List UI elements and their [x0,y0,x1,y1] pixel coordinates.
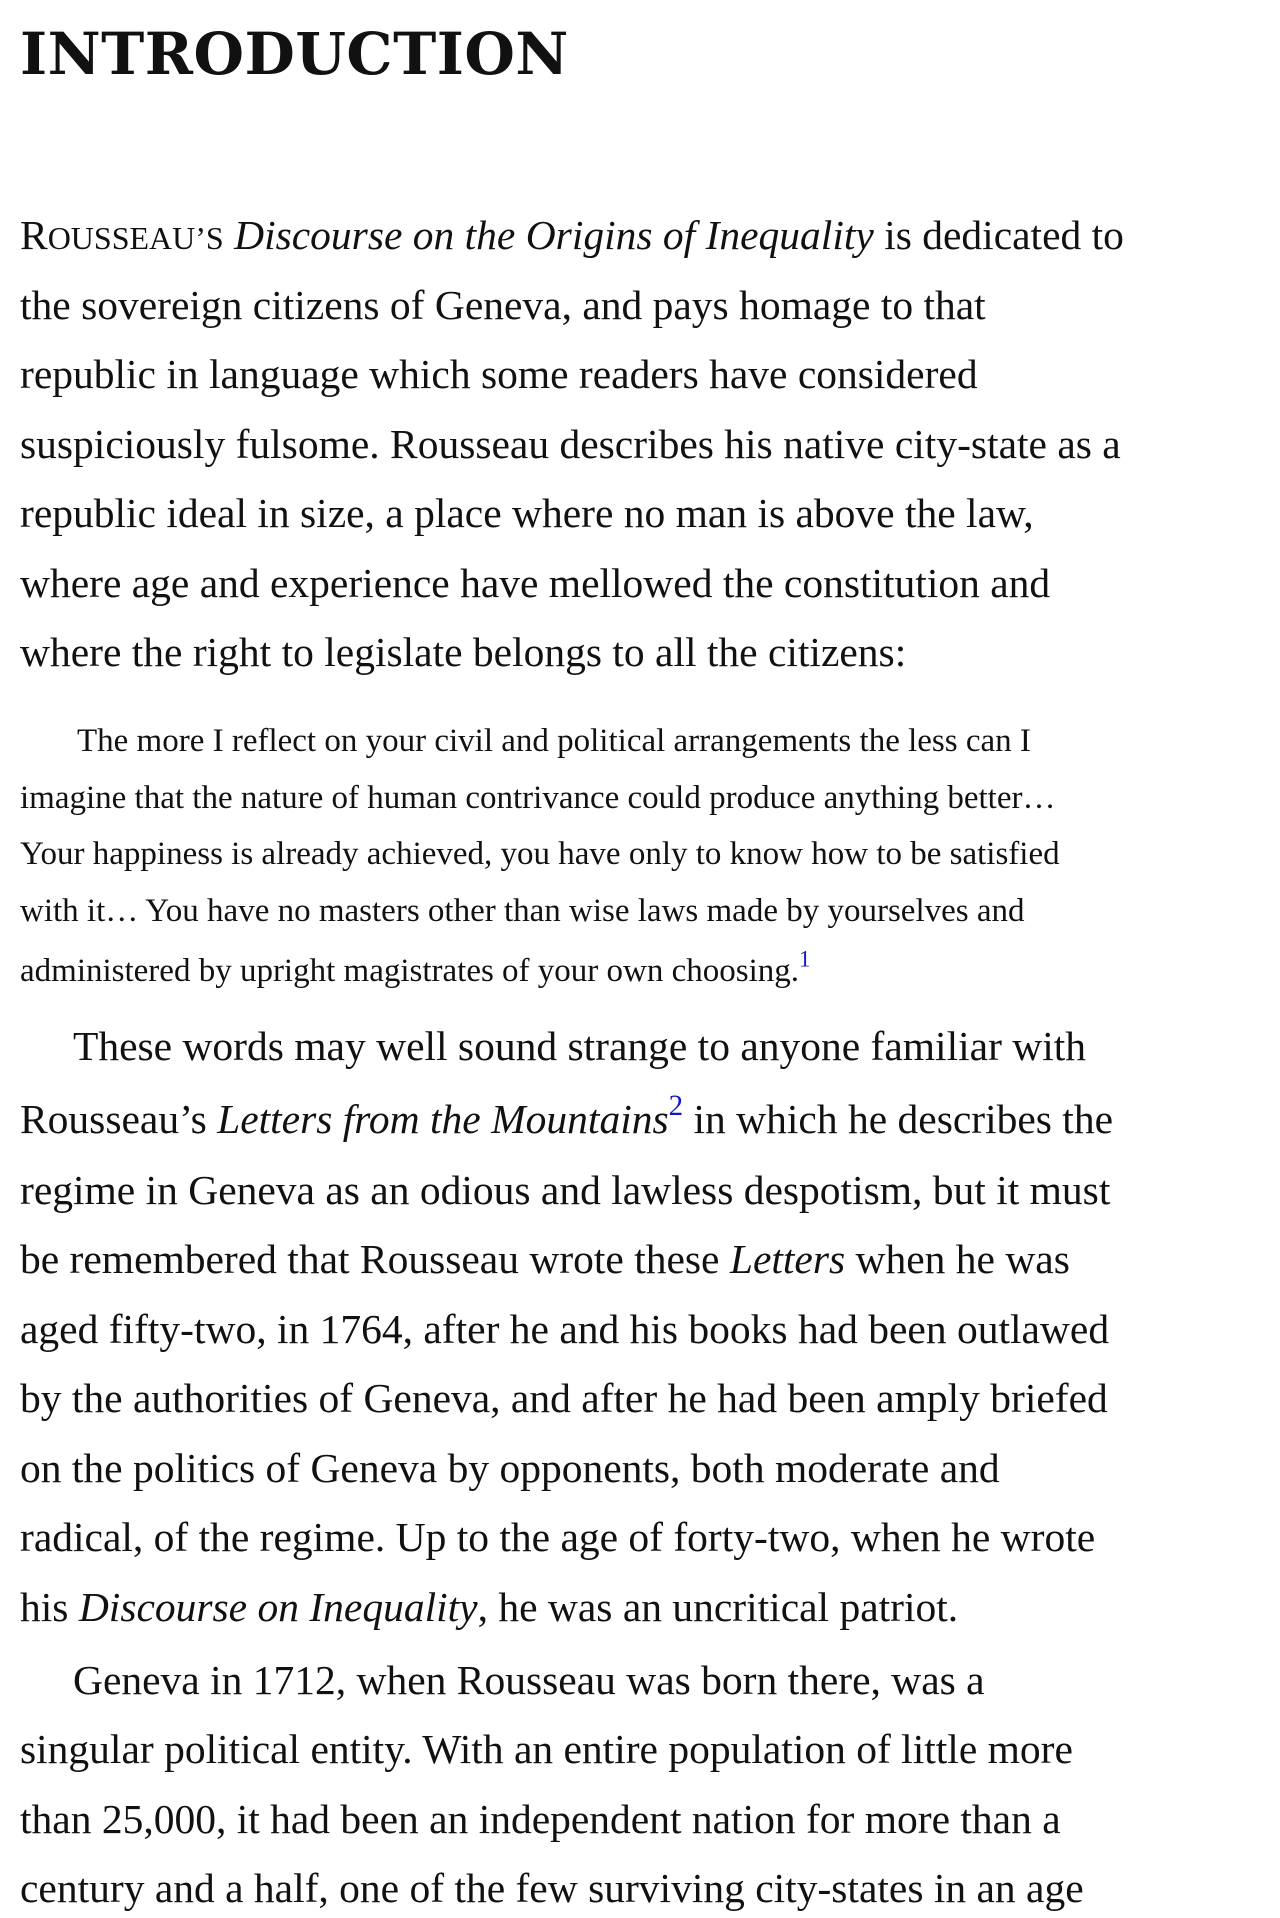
para1-line-3: republic in language which some readers have considered [20,351,978,397]
para3-line-3: than 25,000, it had been an independent nation for more than a [20,1796,1061,1842]
quote-line-3: Your happiness is already achieved, you have only to know how to be satisfied [20,836,1060,872]
small-caps-rest: OUSSEAU’S [47,220,224,256]
work-title: Discourse on Inequality [78,1584,478,1630]
para1-line-4: suspiciously fulsome. Rousseau describes his native city-state as a [20,421,1121,467]
para1-line-5: republic ideal in size, a place where no man is above the law, [20,490,1034,536]
para1-line-1 [20,207,1124,266]
para2-line-1: These words may well sound strange to anyone familiar with [73,1023,1087,1069]
para2-line-4-head: be remembered that Rousseau wrote these [20,1236,730,1282]
para3-line-2: singular political entity. With an entire population of little more [20,1726,1073,1772]
small-caps-initial: R [20,212,48,258]
para2-line-9-tail: , he was an uncritical patriot. [477,1584,959,1630]
para2-line-9 [20,1579,958,1635]
footnote-link-2[interactable]: 2 [668,1090,684,1122]
footnote-link-1[interactable]: 1 [799,945,811,972]
work-title: Letters [729,1236,846,1282]
para2-line-8: radical, of the regime. Up to the age of forty-two, when he wrote [20,1514,1096,1560]
quote-line-1: The more I reflect on your civil and political arrangements the less can I [77,723,1031,759]
para2-line-6: by the authorities of Geneva, and after he had been amply briefed [20,1375,1108,1421]
para1-line-2: the sovereign citizens of Geneva, and pays homage to that [20,282,986,328]
para2-line-4 [20,1231,1070,1287]
para3-line-4: century and a half, one of the few surviving city-states in an age [20,1865,1084,1911]
quote-line-5-text: administered by upright magistrates of your own choosing. [20,953,800,989]
quote-line-2: imagine that the nature of human contrivance could produce anything better… [20,780,1056,816]
para2-line-4-tail: when he was [845,1236,1070,1282]
work-title: Discourse on the Origins of Inequality [234,212,874,258]
para2-line-9-head: his [20,1584,79,1630]
para2-line-7: on the politics of Geneva by opponents, both moderate and [20,1445,1000,1491]
para2-line-2-head: Rousseau’s [20,1096,218,1142]
para2-line-3: regime in Geneva as an odious and lawless despotism, but it must [20,1167,1111,1213]
para3-line-1: Geneva in 1712, when Rousseau was born there, was a [73,1657,985,1703]
para2-line-2-tail: in which he describes the [683,1096,1114,1142]
quote-line-5 [20,945,811,994]
para1-line-6: where age and experience have mellowed the constitution and [20,560,1051,606]
para1-line-7: where the right to legislate belongs to all the citizens: [20,629,907,675]
para2-line-5: aged fifty-two, in 1764, after he and his books had been outlawed [20,1306,1110,1352]
work-title: Letters from the Mountains [217,1096,669,1142]
quote-line-4: with it… You have no masters other than wise laws made by yourselves and [20,893,1025,929]
para2-line-2 [20,1091,1113,1147]
chapter-heading: INTRODUCTION [20,20,569,88]
para1-line-1-tail: is dedicated to [873,212,1124,258]
